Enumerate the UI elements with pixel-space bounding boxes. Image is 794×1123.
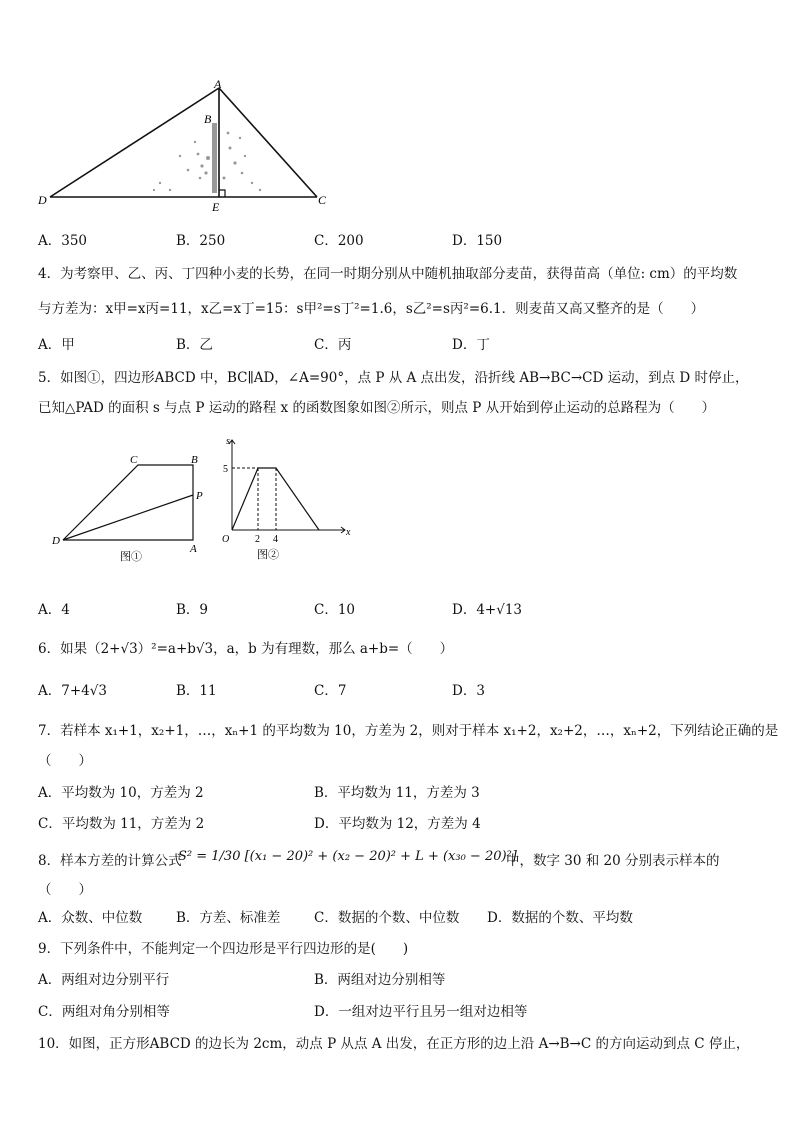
q3-option-c: C．200	[314, 233, 364, 249]
q4-option-d: D．丁	[452, 337, 490, 353]
q3-option-d: D．150	[452, 233, 503, 249]
q5-option-c: C．10	[314, 602, 356, 618]
triangle-label-b: B	[204, 112, 212, 126]
q8-stem-line2: （ ）	[38, 882, 92, 898]
q9-option-c: C．两组对角分别相等	[38, 1004, 170, 1020]
q8-option-a: A．众数、中位数	[38, 910, 143, 926]
triangle-label-d: D	[38, 193, 47, 207]
q7-stem-line2: （ ）	[38, 753, 92, 769]
q6-stem: 6．如果（2+√3）²=a+b√3，a，b 为有理数，那么 a+b=（ ）	[38, 641, 454, 657]
q5-stem-line2: 已知△PAD 的面积 s 与点 P 运动的路程 x 的函数图象如图②所示，则点 P 从开始到停止运动的总路程为（ ）	[38, 400, 716, 416]
q6-option-a: A．7+4√3	[38, 683, 107, 699]
triangle-label-c: C	[318, 193, 327, 207]
fig2-label-x: x	[346, 527, 351, 538]
q6-option-c: C．7	[314, 683, 347, 699]
trapezoid-figure	[48, 452, 213, 564]
q7-option-b: B．平均数为 11，方差为 3	[314, 785, 480, 801]
fig2-tick-2: 2	[255, 534, 260, 545]
q8-option-b: B．方差、标准差	[176, 910, 281, 926]
q8-formula: S² = 1/30 [(x₁ − 20)² + (x₂ − 20)² + L + (x₃₀ − 20)²]	[178, 849, 517, 864]
q4-option-a: A．甲	[38, 337, 75, 353]
fig2-tick-5: 5	[223, 464, 228, 475]
fig2-label-s: s	[226, 436, 230, 447]
q9-option-a: A．两组对边分别平行	[38, 972, 170, 988]
q4-option-c: C．丙	[314, 337, 352, 353]
q9-option-b: B．两组对边分别相等	[314, 972, 446, 988]
fig1-label-a: A	[190, 543, 197, 555]
q8-suffix: 中，数字 30 和 20 分别表示样本的	[506, 853, 720, 869]
fig1-label-d: D	[52, 535, 60, 547]
q3-option-a: A．350	[38, 233, 88, 249]
q5-option-d: D．4+√13	[452, 602, 523, 618]
triangle-label-a: A	[214, 78, 222, 91]
q7-option-a: A．平均数为 10，方差为 2	[38, 785, 204, 801]
q4-stem-line1: 4．为考察甲、乙、丙、丁四种小麦的长势，在同一时期分别从中随机抽取部分麦苗，获得苗高（单位: cm）的平均数	[38, 266, 738, 282]
q8-prefix: 8．样本方差的计算公式	[38, 853, 182, 869]
fig2-label-o: O	[222, 534, 230, 545]
q7-option-c: C．平均数为 11，方差为 2	[38, 816, 205, 832]
q8-option-d: D．数据的个数、平均数	[487, 910, 633, 926]
q10-stem: 10．如图，正方形ABCD 的边长为 2cm，动点 P 从点 A 出发，在正方形的边上沿 A→B→C 的方向运动到点 C 停止，	[38, 1036, 750, 1052]
fig1-label-p: P	[196, 490, 203, 502]
q8-option-c: C．数据的个数、中位数	[314, 910, 460, 926]
triangle-label-e: E	[212, 200, 220, 214]
q7-stem-line1: 7．若样本 x₁+1，x₂+1，…，xₙ+1 的平均数为 10，方差为 2，则对于样本 x₁+2，x₂+2，…，xₙ+2，下列结论正确的是	[38, 723, 779, 739]
q5-option-b: B．9	[176, 602, 209, 618]
q4-stem-line2: 与方差为：x甲=x丙=11，x乙=x丁=15：s甲²=s丁²=1.6，s乙²=s丙²=6.1．则麦苗又高又整齐的是（ ）	[38, 301, 705, 317]
graph-figure	[220, 434, 360, 564]
fig2-tick-4: 4	[273, 534, 278, 545]
q9-option-d: D．一组对边平行且另一组对边相等	[314, 1004, 528, 1020]
triangle-figure	[30, 78, 350, 216]
q4-option-b: B．乙	[176, 337, 213, 353]
q5-option-a: A．4	[38, 602, 70, 618]
fig1-label-c: C	[130, 454, 138, 466]
q6-option-d: D．3	[452, 683, 485, 699]
q5-stem-line1: 5．如图①，四边形ABCD 中，BC∥AD，∠A=90°，点 P 从 A 点出发，沿折线 AB→BC→CD 运动，到点 D 时停止，	[38, 370, 749, 386]
fig1-label-b: B	[191, 454, 198, 466]
q6-option-b: B．11	[176, 683, 217, 699]
q3-option-b: B．250	[176, 233, 226, 249]
q7-option-d: D．平均数为 12，方差为 4	[314, 816, 481, 832]
fig1-caption: 图①	[120, 551, 142, 563]
fig2-caption: 图②	[257, 549, 279, 561]
q9-stem: 9．下列条件中，不能判定一个四边形是平行四边形的是( )	[38, 941, 409, 957]
